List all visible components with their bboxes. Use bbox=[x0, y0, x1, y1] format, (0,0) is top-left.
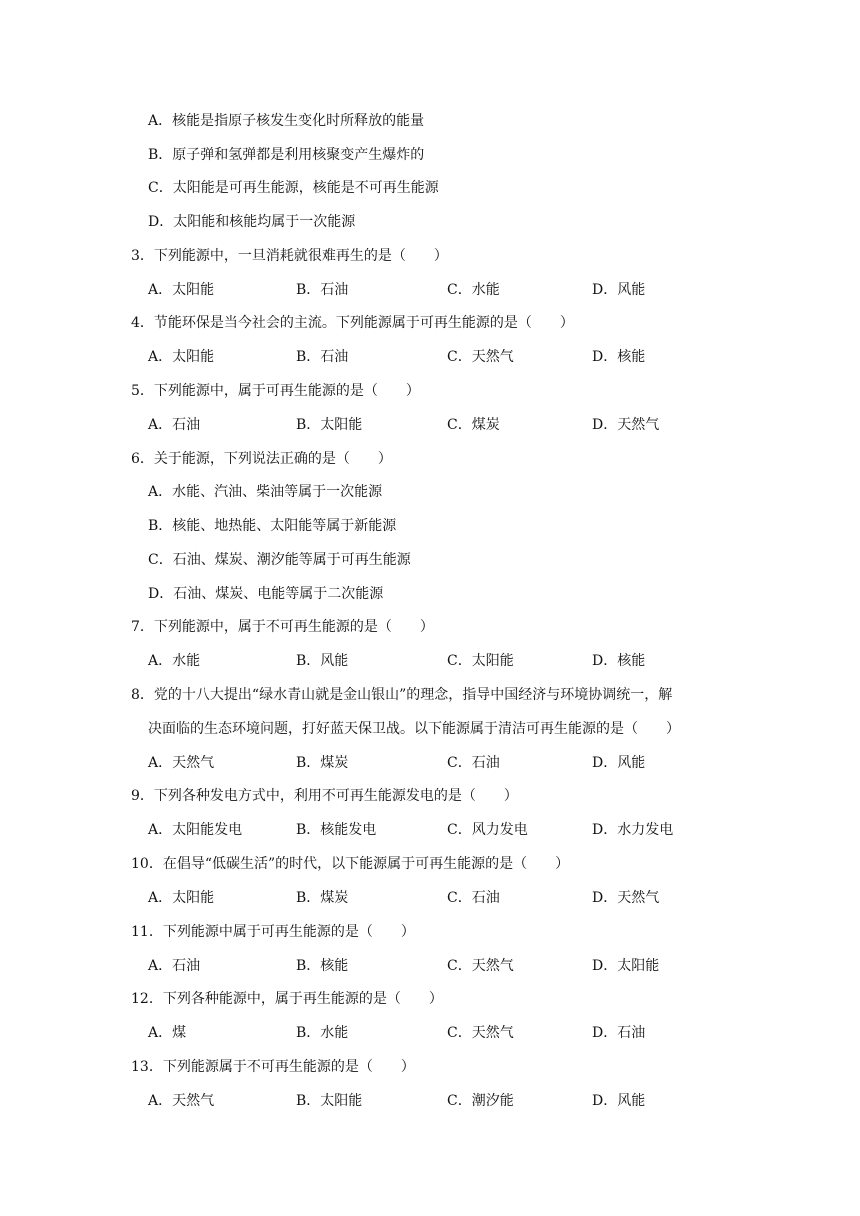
q7-option-a: A．水能 bbox=[148, 653, 201, 669]
q6-option-c: C．石油、煤炭、潮汐能等属于可再生能源 bbox=[148, 552, 411, 568]
q13-option-c: C．潮汐能 bbox=[447, 1093, 514, 1109]
q5-option-b: B．太阳能 bbox=[296, 417, 363, 433]
q11-stem: 11．下列能源中属于可再生能源的是（ ） bbox=[131, 924, 415, 940]
q10-option-c: C．石油 bbox=[447, 890, 500, 906]
q12-stem: 12．下列各种能源中，属于再生能源的是（ ） bbox=[131, 991, 443, 1007]
q3-option-d: D．风能 bbox=[592, 282, 646, 298]
q7-stem: 7．下列能源中，属于不可再生能源的是（ ） bbox=[131, 619, 434, 635]
q9-option-a: A．太阳能发电 bbox=[148, 822, 243, 838]
q13-option-d: D．风能 bbox=[592, 1093, 646, 1109]
q5-option-d: D．天然气 bbox=[592, 417, 660, 433]
q9-option-c: C．风力发电 bbox=[447, 822, 528, 838]
q4-option-c: C．天然气 bbox=[447, 349, 514, 365]
q5-option-a: A．石油 bbox=[148, 417, 201, 433]
q12-option-c: C．天然气 bbox=[447, 1025, 514, 1041]
q4-option-a: A．太阳能 bbox=[148, 349, 215, 365]
q10-option-d: D．天然气 bbox=[592, 890, 660, 906]
q3-option-b: B．石油 bbox=[296, 282, 349, 298]
q4-option-b: B．石油 bbox=[296, 349, 349, 365]
q6-option-b: B．核能、地热能、太阳能等属于新能源 bbox=[148, 518, 397, 534]
q11-option-b: B．核能 bbox=[296, 958, 349, 974]
q8-option-b: B．煤炭 bbox=[296, 755, 349, 771]
q13-stem: 13．下列能源属于不可再生能源的是（ ） bbox=[131, 1059, 415, 1075]
q9-option-b: B．核能发电 bbox=[296, 822, 377, 838]
q10-option-b: B．煤炭 bbox=[296, 890, 349, 906]
q5-stem: 5．下列能源中，属于可再生能源的是（ ） bbox=[131, 383, 420, 399]
q9-option-d: D．水力发电 bbox=[592, 822, 674, 838]
q4-stem: 4．节能环保是当今社会的主流。下列能源属于可再生能源的是（ ） bbox=[131, 315, 574, 331]
q2-option-b: B．原子弹和氢弹都是利用核聚变产生爆炸的 bbox=[148, 147, 425, 163]
q6-stem: 6．关于能源，下列说法正确的是（ ） bbox=[131, 451, 392, 467]
q13-option-b: B．太阳能 bbox=[296, 1093, 363, 1109]
q3-option-a: A．太阳能 bbox=[148, 282, 215, 298]
q2-option-a: A．核能是指原子核发生变化时所释放的能量 bbox=[148, 113, 425, 129]
q3-option-c: C．水能 bbox=[447, 282, 500, 298]
q5-option-c: C．煤炭 bbox=[447, 417, 500, 433]
q11-option-c: C．天然气 bbox=[447, 958, 514, 974]
q9-stem: 9．下列各种发电方式中，利用不可再生能源发电的是（ ） bbox=[131, 788, 518, 804]
q7-option-c: C．太阳能 bbox=[447, 653, 514, 669]
q13-option-a: A．天然气 bbox=[148, 1093, 215, 1109]
q7-option-d: D．核能 bbox=[592, 653, 646, 669]
q8-option-c: C．石油 bbox=[447, 755, 500, 771]
q11-option-a: A．石油 bbox=[148, 958, 201, 974]
q2-option-d: D．太阳能和核能均属于一次能源 bbox=[148, 214, 356, 230]
q4-option-d: D．核能 bbox=[592, 349, 646, 365]
q8-option-a: A．天然气 bbox=[148, 755, 215, 771]
q8-stem-line1: 8．党的十八大提出“绿水青山就是金山银山”的理念，指导中国经济与环境协调统一，解 bbox=[131, 687, 673, 703]
q6-option-a: A．水能、汽油、柴油等属于一次能源 bbox=[148, 484, 383, 500]
q2-option-c: C．太阳能是可再生能源，核能是不可再生能源 bbox=[148, 180, 439, 196]
q10-option-a: A．太阳能 bbox=[148, 890, 215, 906]
q12-option-b: B．水能 bbox=[296, 1025, 349, 1041]
q12-option-a: A．煤 bbox=[148, 1025, 187, 1041]
q3-stem: 3．下列能源中，一旦消耗就很难再生的是（ ） bbox=[131, 248, 448, 264]
q11-option-d: D．太阳能 bbox=[592, 958, 660, 974]
q12-option-d: D．石油 bbox=[592, 1025, 646, 1041]
q10-stem: 10．在倡导“低碳生活”的时代，以下能源属于可再生能源的是（ ） bbox=[131, 856, 570, 872]
q7-option-b: B．风能 bbox=[296, 653, 349, 669]
q6-option-d: D．石油、煤炭、电能等属于二次能源 bbox=[148, 586, 384, 602]
q8-stem-line2: 决面临的生态环境问题，打好蓝天保卫战。以下能源属于清洁可再生能源的是（ ） bbox=[148, 721, 680, 737]
q8-option-d: D．风能 bbox=[592, 755, 646, 771]
